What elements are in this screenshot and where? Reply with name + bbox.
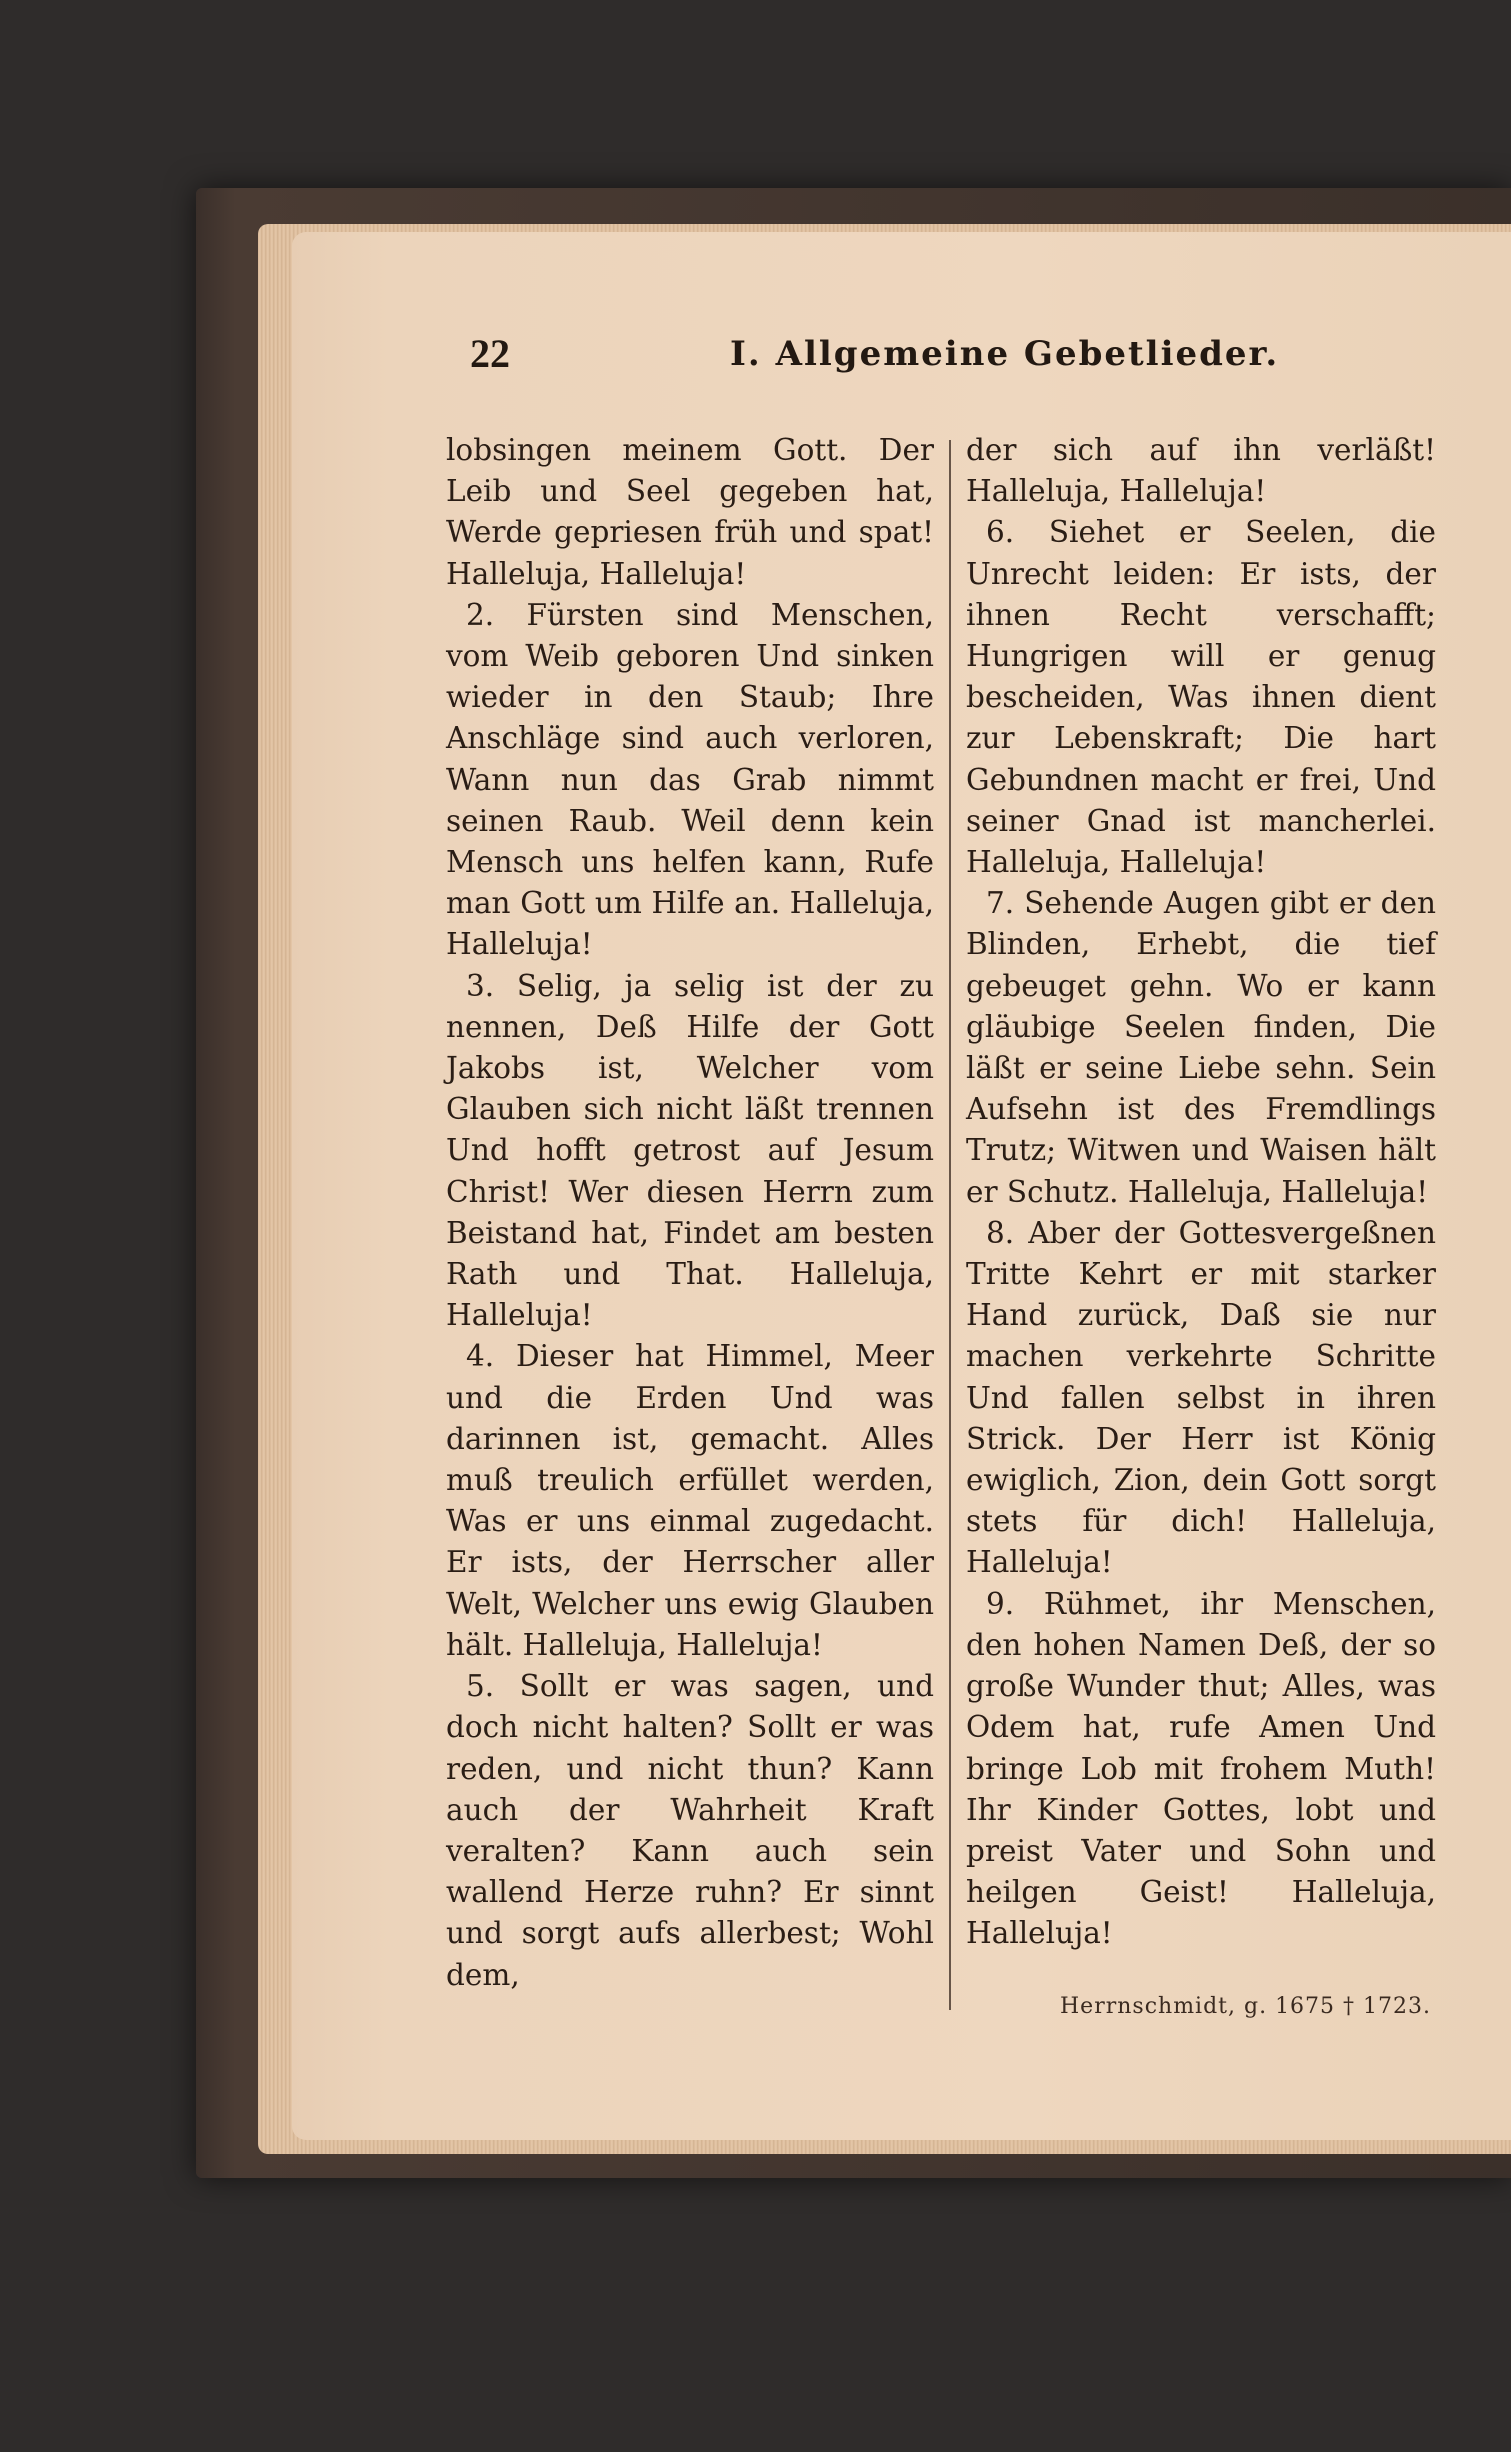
- page-number: 22: [470, 331, 510, 376]
- left-column: [446, 430, 934, 1996]
- verse-8: 8. Aber der Gottesvergeßnen Tritte Kehrt er mit starker Hand zurück, Daß sie nur machen verkehrte Schritte Und fallen selbst in ihren Strick. Der Herr ist König ewiglich, Zion, dein Gott sorgt stets für dich! Halleluja, Halleluja!: [966, 1215, 1436, 1580]
- verse-4: 4. Dieser hat Himmel, Meer und die Erden Und was darinnen ist, gemacht. Alles muß treulich erfüllet werden, Was er uns einmal zugedacht. Er ists, der Herrscher aller Welt, Welcher uns ewig Glauben hält. Halleluja, Halleluja!: [446, 1339, 934, 1662]
- verse-continuation: lobsingen meinem Gott. Der Leib und Seel gegeben hat, Werde gepriesen früh und spat! Halleluja, Halleluja!: [446, 433, 934, 591]
- running-head: [0, 330, 1511, 390]
- author-attribution: Herrnschmidt, g. 1675 † 1723.: [1060, 1994, 1432, 2019]
- verse-5-end: der sich auf ihn verläßt! Halleluja, Halleluja!: [966, 433, 1436, 509]
- section-title: I. Allgemeine Gebetlieder.: [730, 334, 1280, 374]
- verse-6: 6. Siehet er Seelen, die Unrecht leiden: Er ists, der ihnen Recht verschafft; Hungrigen will er genug bescheiden, Was ihnen dient zur Lebenskraft; Die hart Gebundnen macht er frei, Und seiner Gnad ist mancherlei. Halleluja, Halleluja!: [966, 515, 1436, 880]
- verse-7: 7. Sehende Augen gibt er den Blinden, Erhebt, die tief gebeuget gehn. Wo er kann gläubige Seelen finden, Die läßt er seine Liebe sehn. Sein Aufsehn ist des Fremdlings Trutz; Witwen und Waisen hält er Schutz. Halleluja, Halleluja!: [966, 886, 1436, 1209]
- column-divider: [949, 440, 951, 2010]
- verse-2: 2. Fürsten sind Menschen, vom Weib geboren Und sinken wieder in den Staub; Ihre Anschläge sind auch verloren, Wann nun das Grab nimmt seinen Raub. Weil denn kein Mensch uns helfen kann, Rufe man Gott um Hilfe an. Halleluja, Halleluja!: [446, 597, 934, 962]
- verse-9: 9. Rühmet, ihr Menschen, den hohen Namen Deß, der so große Wunder thut; Alles, was Odem hat, rufe Amen Und bringe Lob mit frohem Muth! Ihr Kinder Gottes, lobt und preist Vater und Sohn und heilgen Geist! Halleluja, Halleluja!: [966, 1586, 1436, 1951]
- verse-5: 5. Sollt er was sagen, und doch nicht halten? Sollt er was reden, und nicht thun? Kann auch der Wahrheit Kraft veralten? Kann auch sein wallend Herze ruhn? Er sinnt und sorgt aufs allerbest; Wohl dem,: [446, 1669, 934, 1992]
- verse-3: 3. Selig, ja selig ist der zu nennen, Deß Hilfe der Gott Jakobs ist, Welcher vom Glauben sich nicht läßt trennen Und hofft getrost auf Jesum Christ! Wer diesen Herrn zum Beistand hat, Findet am besten Rath und That. Halleluja, Halleluja!: [446, 968, 934, 1333]
- right-column: [966, 430, 1436, 1955]
